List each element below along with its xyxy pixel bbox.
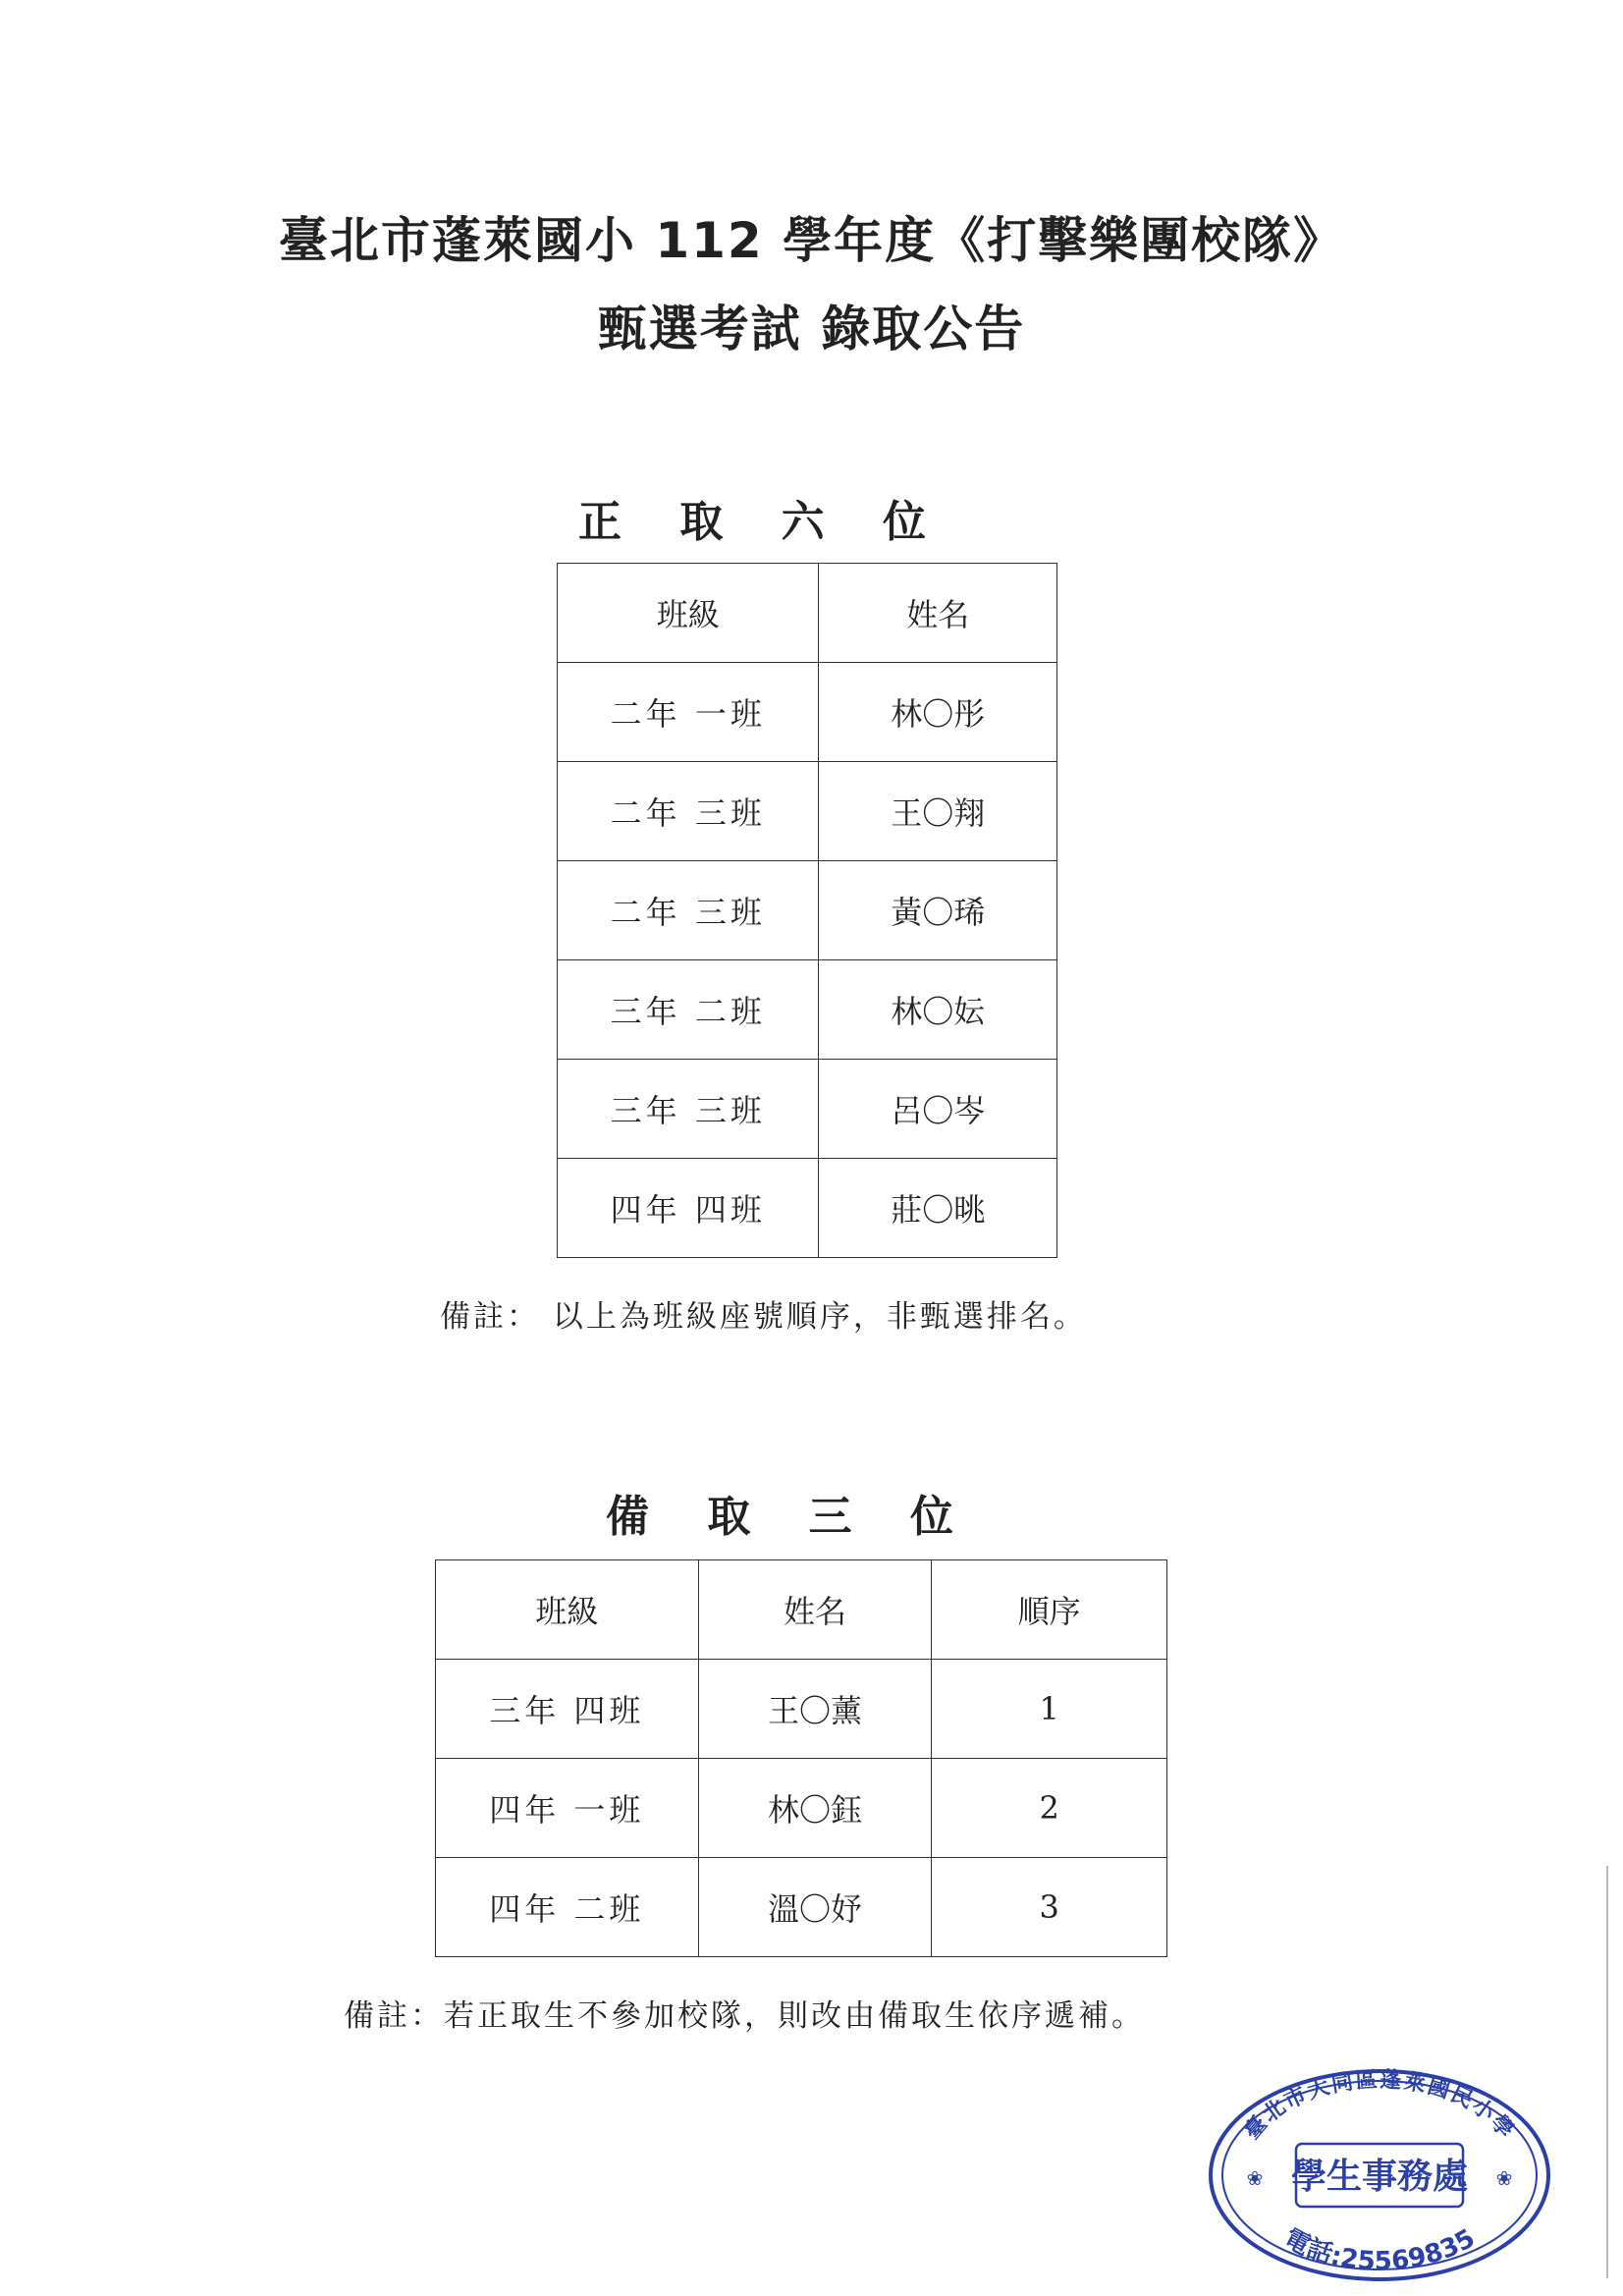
class-cell: 二年 三班 [558, 762, 819, 861]
class-cell: 四年 二班 [436, 1858, 699, 1957]
main-admission-note: 備註： 以上為班級座號順序，非甄選排名。 [440, 1299, 1087, 1335]
order-cell: 2 [932, 1759, 1167, 1858]
stamp-office-name: 學生事務處 [1290, 2157, 1469, 2197]
table-header-row [436, 1560, 1167, 1660]
reserve-admission-heading: 備 取 三 位 [606, 1492, 975, 1542]
reserve-admission-table [435, 1559, 1167, 1957]
document-subtitle: 甄選考試 錄取公告 [597, 301, 1026, 357]
main-admission-table [557, 563, 1057, 1258]
name-cell: 黃〇琋 [819, 861, 1057, 960]
table-row [558, 1060, 1057, 1159]
office-stamp [1198, 2057, 1561, 2283]
table-row [558, 1159, 1057, 1258]
table-row [558, 861, 1057, 960]
table-row [558, 762, 1057, 861]
table-row [436, 1858, 1167, 1957]
class-cell: 四年 一班 [436, 1759, 699, 1858]
class-cell: 三年 二班 [558, 960, 819, 1060]
class-cell: 二年 一班 [558, 663, 819, 762]
table-header-row [558, 564, 1057, 663]
main-admission-heading: 正 取 六 位 [578, 497, 947, 547]
name-cell: 林〇妘 [819, 960, 1057, 1060]
name-cell: 呂〇岑 [819, 1060, 1057, 1159]
name-cell: 林〇彤 [819, 663, 1057, 762]
table-row [436, 1660, 1167, 1759]
column-header-class: 班級 [436, 1560, 699, 1660]
column-header-class: 班級 [558, 564, 819, 663]
table-row [558, 663, 1057, 762]
stamp-flower-icon-left: ❀ [1246, 2166, 1264, 2190]
name-cell: 溫〇妤 [698, 1858, 932, 1957]
order-cell: 3 [932, 1858, 1167, 1957]
class-cell: 三年 三班 [558, 1060, 819, 1159]
name-cell: 林〇鈺 [698, 1759, 932, 1858]
column-header-name: 姓名 [698, 1560, 932, 1660]
document-title: 臺北市蓬萊國小 112 學年度《打擊樂團校隊》 [278, 212, 1345, 269]
name-cell: 莊〇晀 [819, 1159, 1057, 1258]
name-cell: 王〇薰 [698, 1660, 932, 1759]
stamp-phone: 電話:25569835 [1278, 2223, 1481, 2277]
class-cell: 三年 四班 [436, 1660, 699, 1759]
reserve-admission-note: 備註：若正取生不參加校隊，則改由備取生依序遞補。 [344, 1998, 1145, 2034]
class-cell: 四年 四班 [558, 1159, 819, 1258]
stamp-school-name: 臺北市大同區蓬萊國民小學 [1239, 2067, 1520, 2145]
stamp-flower-icon-right: ❀ [1495, 2166, 1513, 2190]
table-row [558, 960, 1057, 1060]
column-header-order: 順序 [932, 1560, 1167, 1660]
scan-edge-line [1606, 1866, 1608, 2278]
table-row [436, 1759, 1167, 1858]
name-cell: 王〇翔 [819, 762, 1057, 861]
class-cell: 二年 三班 [558, 861, 819, 960]
column-header-name: 姓名 [819, 564, 1057, 663]
order-cell: 1 [932, 1660, 1167, 1759]
